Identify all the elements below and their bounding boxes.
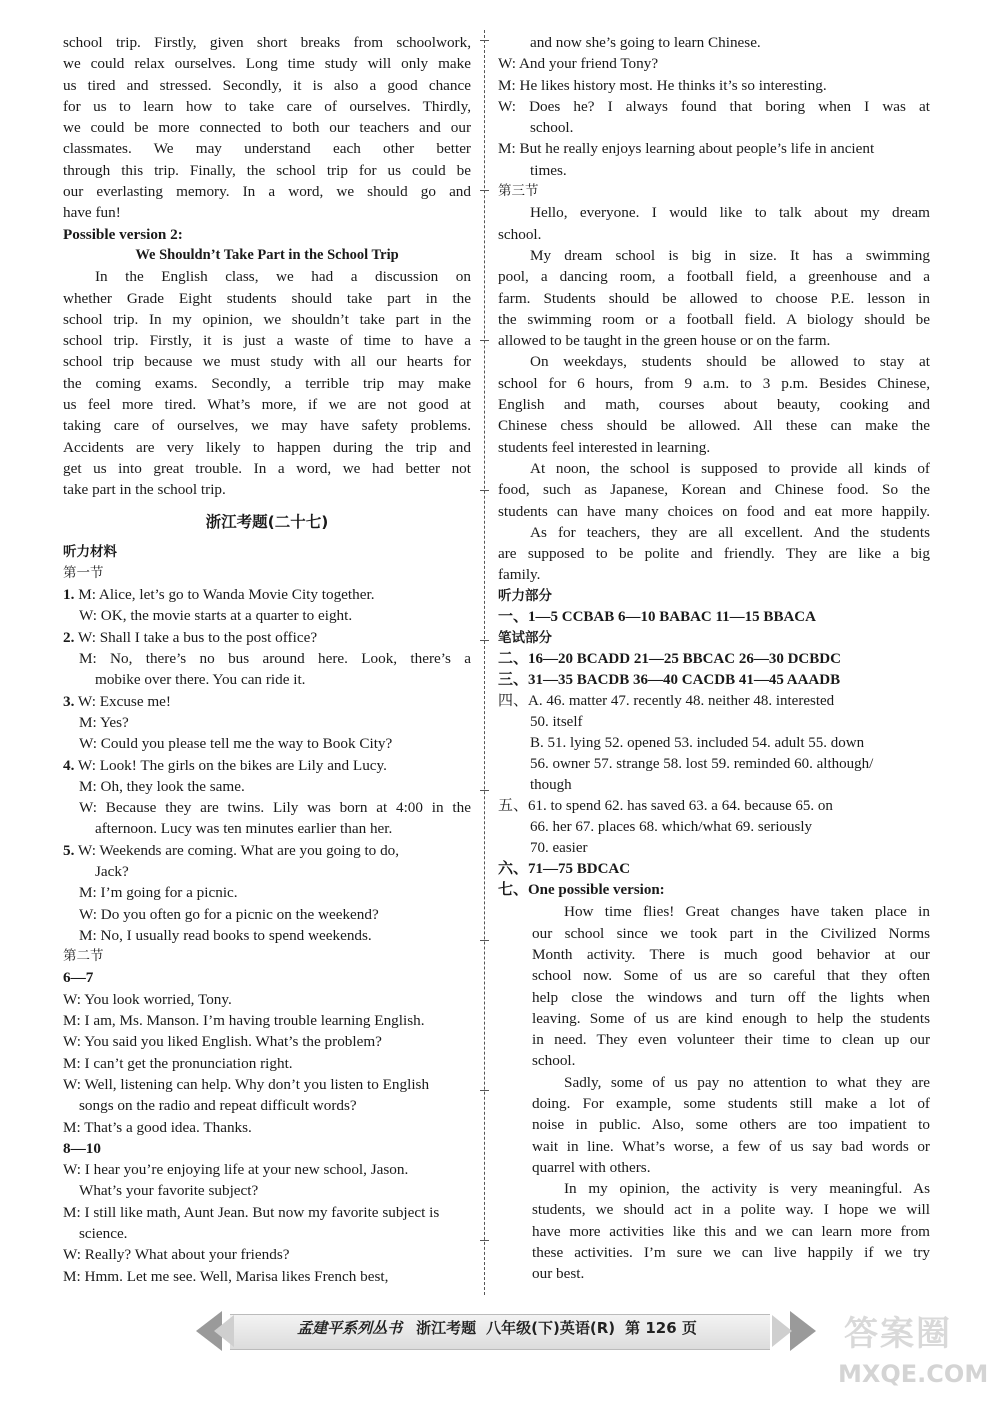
text-line: How time flies! Great changes have taken place in [564,903,930,921]
text-line: school trip. Firstly, given short breaks from schoolwork, [63,34,471,51]
text-line: In the English class, we had a discussion on [95,268,471,286]
text-line: for us to learn how to take care of ourselves. Thirdly, [63,97,471,115]
text-line: quarrel with others. [532,1158,651,1176]
speech-text [498,202,930,585]
dialogue-6-7 [63,989,471,1138]
text-line: whether Grade Eight students should take part in the [63,289,471,307]
text-line: pool, a dancing room, a football field, a greenhouse and a [498,268,930,286]
text-line: help close the windows and turn off the lights when [532,988,930,1006]
essay-text [498,901,930,1284]
text-line: food, such as Japanese, Korean and Chinese food. So the [498,481,930,499]
watermark [838,1300,989,1400]
text-line: On weekdays, students should be allowed to stay at [530,353,930,371]
divider-tick [480,40,489,41]
footer-text [262,1317,742,1338]
text-line: W: And your friend Tony? [498,55,659,73]
text-line: M: He likes history most. He thinks it’s so interesting. [498,76,827,94]
text-line: these activities. I’m sure we can live happily if we try [532,1244,930,1262]
text-line: W: Excuse me! [77,692,171,710]
text-line: allowed to be taught in the green house or on the farm. [498,332,831,350]
text-line: Jack? [95,862,129,880]
text-line: W: Shall I take a bus to the post office? [77,628,318,646]
text-line: W: Does he? I always found that boring when I was at [498,97,930,115]
listening-material-label: 听力材料 [63,543,117,560]
divider-tick [480,1240,489,1241]
text-line: M: Alice, let’s go to Wanda Movie City together. [78,586,375,604]
range-6-7: 6—7 [63,969,94,987]
text-line: songs on the radio and repeat difficult words? [79,1097,357,1115]
watermark-logo: 答案圈 [844,1314,952,1354]
watermark-url: MXQE.COM [838,1360,989,1388]
exam-title: 浙江考题(二十七) [205,512,329,531]
text-line: W: I hear you’re enjoying life at your new school, Jason. [63,1161,409,1179]
section1-label: 第一节 [63,564,104,581]
text-line: As for teachers, they are all excellent. And the students [530,523,930,541]
text-line: M: That’s a good idea. Thanks. [63,1118,252,1136]
text-line: us feel more tired. What’s more, if we are not good at [63,396,471,414]
text-line: W: Do you often go for a picnic on the weekend? [79,905,379,923]
text-line: My dream school is big in size. It has a swimming [530,246,930,264]
text-line: family. [498,566,541,584]
answers-section-4b-line1: B. 51. lying 52. opened 53. included 54. adult 55. down [530,735,865,752]
answers-section-2: 二、16—20 BCADD 21—25 BBCAC 26—30 DCBDC [498,651,841,668]
text-line: in need. They even volunteer their time to clean up our [532,1031,930,1049]
listening-part-label: 听力部分 [498,587,552,604]
answers-section-6: 六、71—75 BDCAC [498,861,631,878]
text-line: mobike over there. You can ride it. [95,671,306,689]
divider-tick [480,190,489,191]
text-line: school now. Some of us are so careful that they often [532,967,930,985]
text-line: W: Well, listening can help. Why don’t you listen to English [63,1075,430,1093]
text-line: W: Look! The girls on the bikes are Lily and Lucy. [77,756,387,774]
item-number: 3. [63,692,75,710]
text-line: M: Hmm. Let me see. Well, Marisa likes French best, [63,1267,389,1285]
text-line: taking care of ourselves, we may have safety problems. [63,417,471,435]
version1-tail [63,32,471,224]
divider-tick [480,1090,489,1091]
text-line: W: Really? What about your friends? [63,1246,290,1264]
section2-label: 第二节 [63,948,104,965]
answers-section-3: 三、31—35 BACDB 36—40 CACDB 41—45 AAADB [498,672,841,689]
text-line: M: Yes? [79,713,129,731]
text-line: are supposed to be polite and friendly. They are like a big [498,545,930,563]
text-line: doing. For example, some students still make a lot of [532,1094,930,1112]
text-line: In my opinion, the activity is very meaningful. As [564,1180,930,1198]
text-line: W: Could you please tell me the way to Book City? [79,735,393,753]
text-line: English and math, courses about beauty, cooking and [498,396,930,414]
text-line: school. [530,119,574,137]
text-line: W: Weekends are coming. What are you going to do, [77,841,400,859]
grade-subject: 八年级(下)英语(R) [486,1319,616,1337]
text-line: take part in the school trip. [63,481,226,499]
text-line: school. [498,225,542,243]
answers-section-4b-line3: though [530,777,572,794]
answers-section-5-line3: 70. easier [530,840,588,857]
text-line: W: OK, the movie starts at a quarter to eight. [79,607,353,625]
text-line: At noon, the school is supposed to provide all kinds of [530,459,930,477]
range-8-10: 8—10 [63,1139,101,1157]
text-line: school. [532,1052,576,1070]
text-line: Hello, everyone. I would like to talk about my dream [530,204,930,222]
text-line: W: You said you liked English. What’s the problem? [63,1033,382,1051]
text-line: and now she’s going to learn Chinese. [530,34,761,51]
series-name: 孟建平系列丛书 [297,1319,403,1337]
text-line: leaving. Some of us are kind enough to help the students [532,1009,930,1027]
text-line: science. [79,1225,128,1243]
text-line: M: No, there’s no bus around here. Look, there’s a [79,650,471,668]
text-line: M: But he really enjoys learning about people’s life in ancient [498,140,875,158]
text-line: school trip because we must study with all our hearts for [63,353,471,371]
dialogue-5 [63,840,471,946]
text-line: Chinese chess should be allowed. All these can make the [498,417,930,435]
text-line: our school since we took part in the Civilized Norms [532,924,930,942]
dialogue-8-10 [63,1159,471,1287]
text-line: wait in line. What’s worse, a few of us say bad words or [532,1137,930,1155]
text-line: M: I am, Ms. Manson. I’m having trouble learning English. [63,1012,425,1030]
text-line: M: I still like math, Aunt Jean. But now my favorite subject is [63,1203,440,1221]
text-line: school for 6 hours, from 9 a.m. to 3 p.m. Besides Chinese, [498,374,930,392]
answers-section-4b-line2: 56. owner 57. strange 58. lost 59. reminded 60. although/ [530,756,874,773]
text-line: noise in public. Also, some others are too impatient to [532,1116,930,1134]
item-number: 4. [63,756,75,774]
item-number: 2. [63,628,75,646]
column-divider [484,30,485,1295]
text-line: times. [530,161,567,179]
page-number: 第 126 页 [625,1319,697,1337]
text-line: farm. Students should be allowed to choose P.E. lesson in [498,289,930,307]
divider-tick [480,640,489,641]
answers-section-1: 一、1—5 CCBAB 6—10 BABAC 11—15 BBACA [498,609,816,626]
version2-body [63,266,471,500]
text-line: have more activities like this and we can learn more from [532,1222,930,1240]
text-line: What’s your favorite subject? [79,1182,259,1200]
answers-section-4a-line1: 四、A. 46. matter 47. recently 48. neither 48. interested [498,693,835,710]
text-line: afternoon. Lucy was ten minutes earlier than her. [95,820,393,838]
version2-label: Possible version 2: [63,225,183,243]
text-line: Month activity. There is much good behavior at our [532,945,930,963]
chevron-right-icon [772,1315,792,1347]
text-line: students can have many choices on food and eat more happily. [498,502,930,520]
dialogue-1 [63,584,471,627]
section3-label: 第三节 [498,183,539,200]
divider-tick [480,340,489,341]
text-line: the swimming room or a football field. A biology should be [498,310,930,328]
text-line: our everlasting memory. In a word, we should go and [63,183,471,201]
right-column [498,32,930,1285]
dialogue-continued [498,32,930,181]
chevron-right-icon [790,1311,816,1351]
item-number: 1. [63,586,75,604]
chevron-left-icon [214,1315,234,1347]
divider-tick [480,940,489,941]
dialogue-4 [63,755,471,840]
divider-tick [480,490,489,491]
text-line: students, we should act in a polite way. I hope we will [532,1201,930,1219]
text-line: through this trip. Finally, the school trip for us could be [63,161,471,179]
text-line: M: I’m going for a picnic. [79,884,238,902]
text-line: students feel interested in learning. [498,438,711,456]
written-part-label: 笔试部分 [498,630,552,647]
left-column [63,32,471,1287]
text-line: W: You look worried, Tony. [63,990,232,1008]
text-line: us tired and stressed. Secondly, it is also a good chance [63,76,471,94]
text-line: Accidents are very likely to happen during the trip and [63,438,471,456]
answers-section-4a-line2: 50. itself [530,714,583,731]
text-line: Sadly, some of us pay no attention to what they are [564,1073,930,1091]
text-line: M: Oh, they look the same. [79,777,245,795]
text-line: M: No, I usually read books to spend weekends. [79,926,372,944]
text-line: the coming exams. Secondly, a terrible trip may make [63,374,471,392]
item-number: 5. [63,841,75,859]
book-name: 浙江考题 [416,1319,477,1337]
text-line: get us into great trouble. In a word, we had better not [63,459,471,477]
answers-section-7-label: 七、One possible version: [498,882,665,899]
text-line: our best. [532,1265,585,1283]
text-line: classmates. We may understand each other better [63,140,471,158]
text-line: we could relax ourselves. Long time study will only make [63,55,471,73]
dialogue-3 [63,691,471,755]
dialogue-2 [63,627,471,691]
text-line: we could be more connected to both our teachers and our [63,119,471,137]
text-line: school trip. Firstly, it is just a waste of time to have a [63,332,471,350]
text-line: W: Because they are twins. Lily was born at 4:00 in the [79,799,471,817]
divider-tick [480,790,489,791]
text-line: school trip. In my opinion, we shouldn’t take part in the [63,310,471,328]
text-line: have fun! [63,204,121,222]
text-line: M: I can’t get the pronunciation right. [63,1054,293,1072]
answers-section-5-line1: 五、61. to spend 62. has saved 63. a 64. because 65. on [498,798,833,815]
version2-title: We Shouldn’t Take Part in the School Trip [135,246,399,263]
answers-section-5-line2: 66. her 67. places 68. which/what 69. seriously [530,819,813,836]
